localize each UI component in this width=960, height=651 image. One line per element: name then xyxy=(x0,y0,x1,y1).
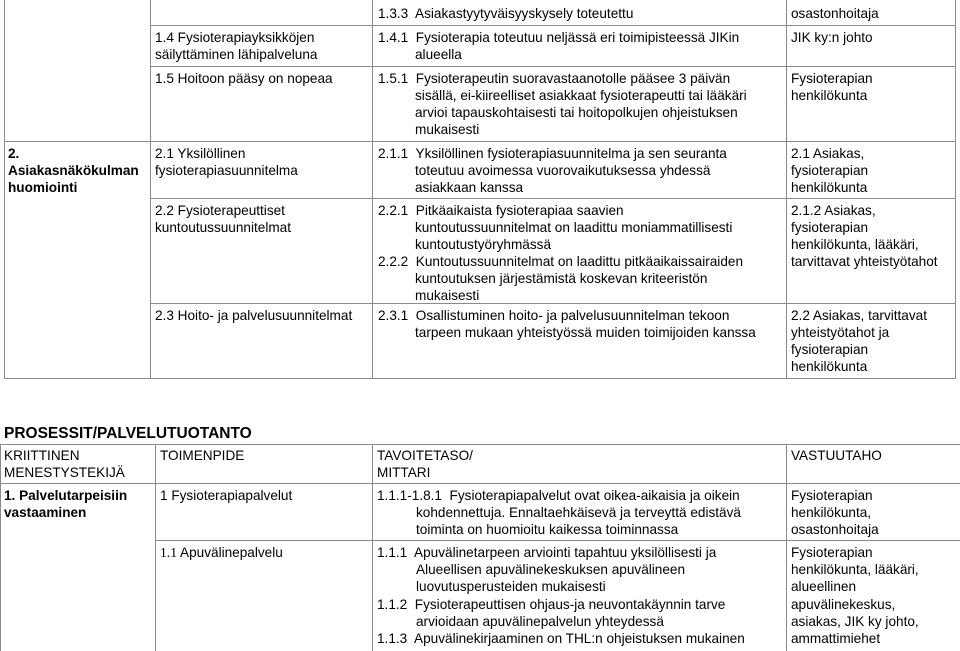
section2-title-line2: Asiakasnäkökulman xyxy=(8,163,139,178)
resp-2-2-line3: henkilökunta, lääkäri, xyxy=(791,237,919,252)
top-table-line xyxy=(4,0,5,379)
bottom-table-line xyxy=(0,444,1,651)
top-table-line xyxy=(150,25,956,26)
criterion-1-5: 1.5 Hoitoon pääsy on nopeaa xyxy=(155,71,333,86)
criterion-2-1-line2: fysioterapiasuunnitelma xyxy=(155,163,298,178)
bottom-table-line xyxy=(786,444,787,651)
criterion-2-3: 2.3 Hoito- ja palvelusuunnitelmat xyxy=(155,308,353,323)
goal-aids-1-1-2-line2: arvioidaan apuvälinepalvelun yhteydessä xyxy=(416,614,664,629)
criterion-1-line1: 1. Palvelutarpeisiin xyxy=(4,488,128,503)
bottom-table-line xyxy=(372,444,373,651)
goal-1-5-1-line1: 1.5.1 Fysioterapeutin suoravastaanotolle pääsee 3 päivän xyxy=(378,71,731,86)
goal-2-3-1-line2: tarpeen mukaan yhteistyössä muiden toimijoiden kanssa xyxy=(415,325,756,340)
action-aids-number: 1.1 xyxy=(160,545,177,560)
resp-row2-line6: ammattimiehet xyxy=(791,631,881,646)
goal-1-4-1-line2: alueella xyxy=(415,47,462,62)
bottom-table-line xyxy=(155,444,156,651)
goal-aids-1-1-1-line1: 1.1.1 Apuvälinetarpeen arviointi tapahtuu yksilöllisesti ja xyxy=(377,545,717,560)
resp-2-2-line2: fysioterapian xyxy=(791,220,869,235)
resp-1-5-line1: Fysioterapian xyxy=(791,71,873,86)
top-table-line xyxy=(150,303,956,304)
goal-aids-1-1-1-line3: luovutusperusteiden mukaisesti xyxy=(416,579,606,594)
criterion-1-4-line1: 1.4 Fysioterapiayksikköjen xyxy=(155,30,315,45)
section2-title-line1: 2. xyxy=(8,146,20,161)
bottom-table-line xyxy=(0,444,960,445)
resp-2-3-line2: yhteistyötahot ja xyxy=(791,325,890,340)
header-criterion-line1: KRIITTINEN xyxy=(4,448,80,463)
goal-2-2-2-line3: mukaisesti xyxy=(415,288,480,303)
resp-2-1-line3: henkilökunta xyxy=(791,180,868,195)
top-table-line xyxy=(372,0,373,379)
goal-2-2-2-line2: kuntoutuksen järjestämistä koskevan kriteeristön xyxy=(415,271,708,286)
goal-2-2-1-line1: 2.2.1 Pitkäaikaista fysioterapiaa saavien xyxy=(378,203,624,218)
goal-1-5-1-line3: arvioi tapauskohtaisesti tai hoitopolkujen ohjeistuksen xyxy=(415,105,738,120)
resp-row2-line4: apuvälinekeskus, xyxy=(791,597,896,612)
action-aids-service xyxy=(160,544,283,561)
resp-2-3-line1: 2.2 Asiakas, tarvittavat xyxy=(791,308,928,323)
goal-2-1-1-line1: 2.1.1 Yksilöllinen fysioterapiasuunnitelma ja sen seuranta xyxy=(378,146,727,161)
top-table-line xyxy=(150,66,956,67)
resp-1-4: JIK ky:n johto xyxy=(791,30,873,45)
goal-1-5-1-line2: sisällä, ei-kiireelliset asiakkaat fysioterapeutti tai lääkäri xyxy=(415,88,747,103)
resp-row2-line2: henkilökunta, lääkäri, xyxy=(791,562,919,577)
goal-2-3-1-line1: 2.3.1 Osallistuminen hoito- ja palvelusuunnitelman tekoon xyxy=(378,308,730,323)
bottom-table-line xyxy=(0,483,960,484)
goal-aids-1-1-1-line2: Alueellisen apuvälinekeskuksen apuvälineen xyxy=(416,562,686,577)
action-aids-label: Apuvälinepalvelu xyxy=(180,545,283,560)
resp-row2-line1: Fysioterapian xyxy=(791,545,873,560)
resp-row1-line3: osastonhoitaja xyxy=(791,522,879,537)
goal-1-4-1-line1: 1.4.1 Fysioterapia toteutuu neljässä eri toimipisteessä JIKin xyxy=(378,30,740,45)
goal-1-5-1-line4: mukaisesti xyxy=(415,122,480,137)
goal-aids-1-1-2-line1: 1.1.2 Fysioterapeuttisen ohjaus-ja neuvontakäynnin tarve xyxy=(377,597,726,612)
goal-2-1-1-line3: asiakkaan kanssa xyxy=(415,180,524,195)
criterion-2-2-line2: kuntoutussuunnitelmat xyxy=(155,220,292,235)
goal-1-1-1-line3: toiminta on huomioitu kaikessa toiminnassa xyxy=(416,522,679,537)
resp-2-2-line4: tarvittavat yhteistyötahot xyxy=(791,254,938,269)
bottom-table-line xyxy=(155,540,960,541)
header-goal-line1: TAVOITETASO/ xyxy=(377,448,473,463)
goal-2-2-1-line2: kuntoutussuunnitelmat on laadittu moniammatillisesti xyxy=(415,220,733,235)
criterion-1-4-line2: säilyttäminen lähipalveluna xyxy=(155,47,318,62)
top-table-line xyxy=(786,0,787,379)
resp-1-5-line2: henkilökunta xyxy=(791,88,868,103)
goal-1-1-1-line1: 1.1.1-1.8.1 Fysioterapiapalvelut ovat oikea-aikaisia ja oikein xyxy=(377,488,740,503)
goal-2-2-1-line3: kuntoutustyöryhmässä xyxy=(415,237,552,252)
resp-2-1-line1: 2.1 Asiakas, xyxy=(791,146,865,161)
section-heading: PROSESSIT/PALVELUTUOTANTO xyxy=(4,425,252,442)
resp-1-3-3: osastonhoitaja xyxy=(791,6,879,21)
header-responsible: VASTUUTAHO xyxy=(791,448,882,463)
resp-row1-line1: Fysioterapian xyxy=(791,488,873,503)
top-table-line xyxy=(150,198,956,199)
top-table-line xyxy=(150,0,151,379)
resp-row1-line2: henkilökunta, xyxy=(791,505,872,520)
criterion-1-line2: vastaaminen xyxy=(4,505,87,520)
goal-1-1-1-line2: kohdennettuja. Ennaltaehkäisevä ja terveyttä edistävä xyxy=(416,505,741,520)
section2-title-line3: huomiointi xyxy=(8,180,78,195)
resp-2-3-line3: fysioterapian xyxy=(791,342,869,357)
top-table-line xyxy=(4,141,956,142)
top-table-line xyxy=(4,378,956,379)
criterion-2-1-line1: 2.1 Yksilöllinen xyxy=(155,146,246,161)
criterion-2-2-line1: 2.2 Fysioterapeuttiset xyxy=(155,203,285,218)
header-action: TOIMENPIDE xyxy=(160,448,245,463)
top-table-line xyxy=(955,0,956,379)
resp-2-3-line4: henkilökunta xyxy=(791,359,868,374)
header-goal-line2: MITTARI xyxy=(377,465,431,480)
resp-2-2-line1: 2.1.2 Asiakas, xyxy=(791,203,876,218)
resp-row2-line5: asiakas, JIK ky johto, xyxy=(791,614,919,629)
action-physio-services: 1 Fysioterapiapalvelut xyxy=(160,488,293,503)
resp-2-1-line2: fysioterapian xyxy=(791,163,869,178)
goal-2-1-1-line2: toteutuu avoimessa vuorovaikutuksessa yhdessä xyxy=(415,163,711,178)
resp-row2-line3: alueellinen xyxy=(791,579,857,594)
goal-aids-1-1-3: 1.1.3 Apuvälinekirjaaminen on THL:n ohjeistuksen mukainen xyxy=(377,631,745,646)
header-criterion-line2: MENESTYSTEKIJÄ xyxy=(4,465,125,480)
goal-1-3-3: 1.3.3 Asiakastyytyväisyyskysely toteutettu xyxy=(378,6,634,21)
goal-2-2-2-line1: 2.2.2 Kuntoutussuunnitelmat on laadittu pitkäaikaissairaiden xyxy=(378,254,744,269)
